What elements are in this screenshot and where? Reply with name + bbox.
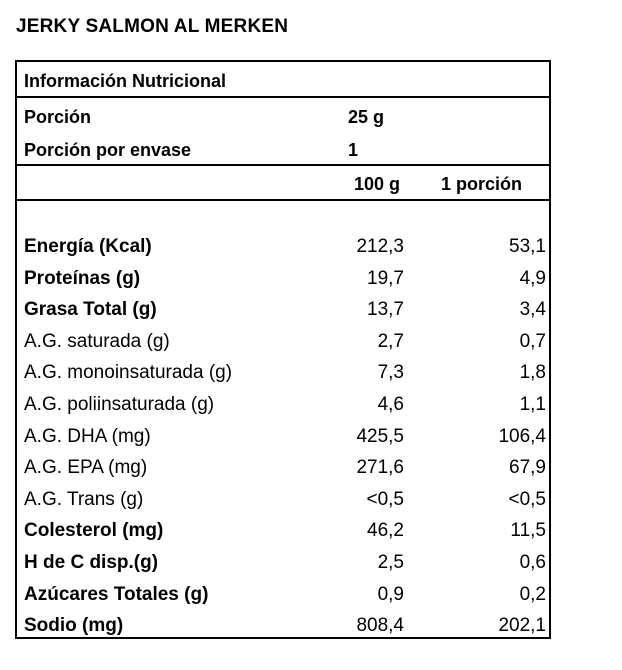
nutrient-value-portion: 0,7 <box>519 331 546 352</box>
nutrient-value-portion: 0,6 <box>519 552 546 573</box>
nutrient-label: A.G. EPA (mg) <box>24 457 148 478</box>
nutrient-value-100g: 425,5 <box>356 426 404 447</box>
nutrient-label: Proteínas (g) <box>24 268 141 289</box>
nutrient-value-portion: 0,2 <box>519 584 546 605</box>
nutrient-label: Sodio (mg) <box>24 615 124 636</box>
nutrient-value-100g: 4,6 <box>377 394 404 415</box>
nutrient-value-100g: <0,5 <box>366 489 404 510</box>
nutrient-label: Grasa Total (g) <box>24 299 157 320</box>
nutrient-value-100g: 19,7 <box>367 268 404 289</box>
nutrient-label: Azúcares Totales (g) <box>24 584 209 605</box>
panel-title: Información Nutricional <box>24 71 227 91</box>
nutrient-label: A.G. poliinsaturada (g) <box>24 394 215 415</box>
panel-title-section <box>17 62 549 98</box>
nutrient-label: A.G. DHA (mg) <box>24 426 151 447</box>
nutrient-value-portion: 202,1 <box>498 615 546 636</box>
per-pack-value: 1 <box>348 140 359 160</box>
nutrient-label: H de C disp.(g) <box>24 552 159 573</box>
nutrient-value-100g: 13,7 <box>367 299 404 320</box>
nutrient-value-100g: 2,5 <box>377 552 404 573</box>
nutrient-value-portion: 3,4 <box>519 299 546 320</box>
product-title: JERKY SALMON AL MERKEN <box>16 16 289 37</box>
portion-value: 25 g <box>348 107 385 127</box>
nutrient-value-100g: 2,7 <box>377 331 404 352</box>
portion-section <box>17 96 549 166</box>
column-header-100g: 100 g <box>354 174 401 194</box>
column-header-section <box>17 164 549 201</box>
nutrient-value-portion: 1,8 <box>519 362 546 383</box>
nutrient-label: A.G. monoinsaturada (g) <box>24 362 233 383</box>
portion-label: Porción <box>24 107 92 127</box>
nutrient-value-100g: 808,4 <box>356 615 404 636</box>
per-pack-label: Porción por envase <box>24 140 192 160</box>
nutrient-value-100g: 46,2 <box>367 520 404 541</box>
nutrient-label: Colesterol (mg) <box>24 520 164 541</box>
nutrient-value-100g: 7,3 <box>377 362 404 383</box>
nutrition-panel <box>15 60 551 639</box>
nutrient-label: A.G. saturada (g) <box>24 331 170 352</box>
nutrient-value-portion: 67,9 <box>509 457 546 478</box>
nutrient-value-portion: 1,1 <box>519 394 546 415</box>
nutrient-value-portion: 106,4 <box>498 426 546 447</box>
column-header-portion: 1 porción <box>441 174 523 194</box>
nutrient-value-100g: 271,6 <box>356 457 404 478</box>
nutrient-value-portion: <0,5 <box>508 489 546 510</box>
nutrient-value-portion: 4,9 <box>519 268 546 289</box>
nutrient-value-100g: 0,9 <box>377 584 404 605</box>
nutrient-label: Energía (Kcal) <box>24 236 152 257</box>
nutrient-label: A.G. Trans (g) <box>24 489 144 510</box>
nutrient-value-portion: 11,5 <box>510 520 546 541</box>
nutrient-value-100g: 212,3 <box>356 236 404 257</box>
nutrient-value-portion: 53,1 <box>509 236 546 257</box>
